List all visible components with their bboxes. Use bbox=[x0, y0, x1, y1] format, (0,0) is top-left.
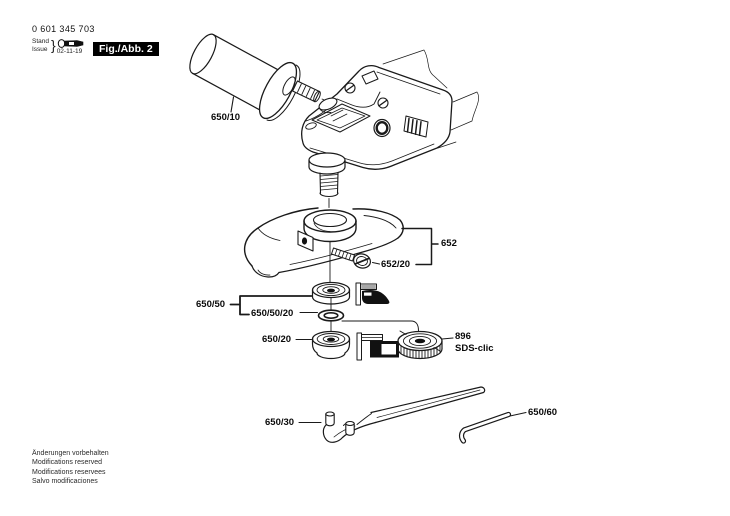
part-label-650-30: 650/30 bbox=[265, 417, 295, 428]
notice-line-fr: Modifications reservees bbox=[32, 468, 106, 476]
part-label-652: 652 bbox=[441, 238, 457, 249]
part-label-650-20: 650/20 bbox=[262, 334, 292, 345]
flange-orientation-icon-1 bbox=[356, 283, 389, 305]
o-ring-drawing bbox=[319, 310, 344, 321]
wheel-guard-drawing bbox=[245, 208, 404, 277]
clamping-flange-drawing bbox=[313, 332, 350, 359]
modifications-notice bbox=[32, 449, 109, 487]
issue-label: Issue bbox=[32, 45, 48, 53]
stand-label: Stand bbox=[32, 38, 49, 45]
part-label-652-20: 652/20 bbox=[381, 259, 411, 270]
notice-line-en: Modifications reserved bbox=[32, 459, 103, 467]
grinder-body-drawing bbox=[302, 50, 479, 197]
issue-date: 02-11-19 bbox=[56, 48, 83, 55]
part-label-896: 896 bbox=[455, 331, 471, 342]
figure-number-badge: Fig./Abb. 2 bbox=[93, 42, 159, 56]
flange-orientation-icon-2 bbox=[357, 333, 399, 360]
part-label-650-10: 650/10 bbox=[211, 112, 241, 123]
part-label-650-50: 650/50 bbox=[196, 299, 226, 310]
part-label-650-50-20: 650/50/20 bbox=[251, 308, 294, 319]
notice-line-es: Salvo modificaciones bbox=[32, 478, 98, 486]
part-label-sds-clic: SDS-clic bbox=[455, 342, 494, 354]
sds-nut-drawing bbox=[398, 331, 442, 359]
part-number: 0 601 345 703 bbox=[32, 24, 95, 34]
part-label-650-60: 650/60 bbox=[528, 407, 558, 418]
brace-glyph: } bbox=[51, 37, 56, 53]
hex-key-drawing bbox=[462, 415, 509, 442]
notice-line-de: Änderungen vorbehalten bbox=[32, 450, 109, 457]
